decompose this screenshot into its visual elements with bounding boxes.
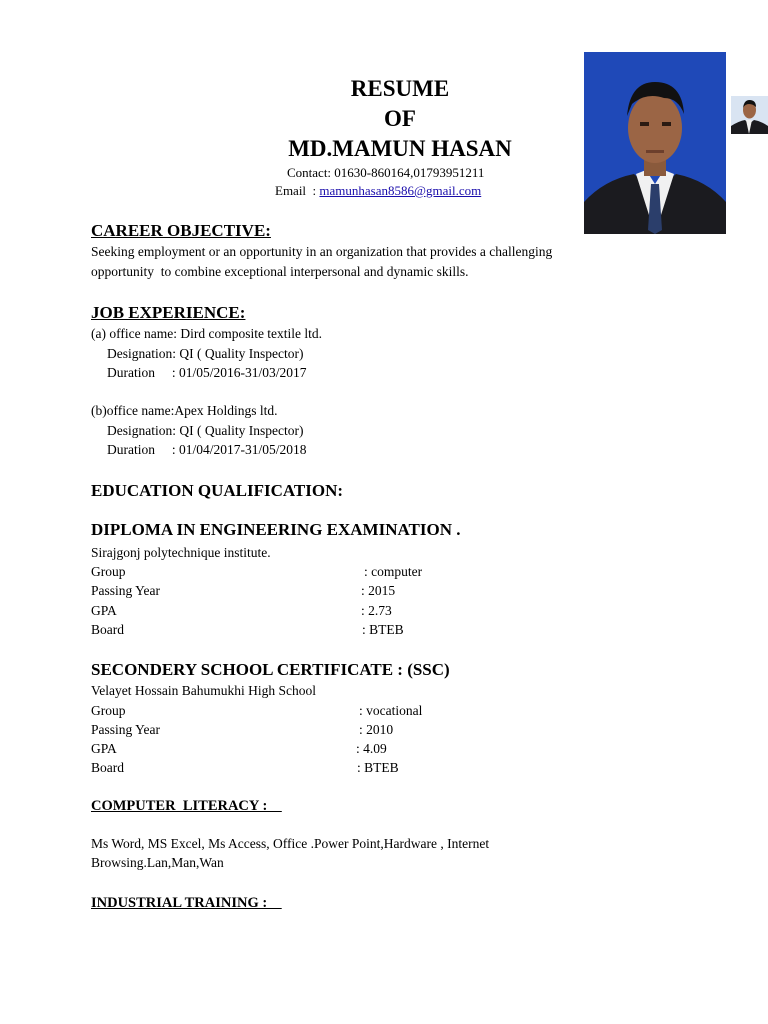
profile-photo — [584, 52, 726, 234]
industrial-training-heading: INDUSTRIAL TRAINING : — [91, 895, 282, 911]
diploma-heading: DIPLOMA IN ENGINEERING EXAMINATION . — [91, 520, 461, 539]
profile-thumbnail — [731, 96, 768, 134]
email-link[interactable]: mamunhasan8586@gmail.com — [319, 183, 482, 198]
ssc-group-label: Group — [91, 703, 126, 718]
ssc-year-value: : 2010 — [359, 722, 394, 737]
job-a-designation: Designation: QI ( Quality Inspector) — [107, 346, 304, 361]
ssc-institute: Velayet Hossain Bahumukhi High School — [91, 683, 316, 698]
candidate-name: MD.MAMUN HASAN — [288, 136, 512, 161]
ssc-heading: SECONDERY SCHOOL CERTIFICATE : (SSC) — [91, 660, 450, 679]
ssc-gpa-label: GPA — [91, 741, 117, 756]
job-b-designation: Designation: QI ( Quality Inspector) — [107, 423, 304, 438]
diploma-year-value: : 2015 — [361, 583, 396, 598]
computer-literacy-line-1: Ms Word, MS Excel, Ms Access, Office .Power Point,Hardware , Internet — [91, 836, 490, 851]
ssc-group-value: : vocational — [359, 703, 423, 718]
diploma-group-value: : computer — [364, 564, 423, 579]
portrait-illustration — [584, 52, 726, 234]
thumbnail-illustration — [731, 96, 768, 134]
education-heading: EDUCATION QUALIFICATION: — [91, 481, 344, 500]
contact-line: Contact: 01630-860164,01793951211 — [287, 165, 485, 180]
diploma-gpa-label: GPA — [91, 603, 117, 618]
diploma-year-label: Passing Year — [91, 583, 161, 598]
resume-title: RESUME — [350, 76, 450, 101]
diploma-institute: Sirajgonj polytechnique institute. — [91, 545, 271, 560]
diploma-board-label: Board — [91, 622, 124, 637]
job-a-office: (a) office name: Dird composite textile ltd. — [91, 326, 323, 341]
ssc-year-label: Passing Year — [91, 722, 161, 737]
diploma-group-label: Group — [91, 564, 126, 579]
computer-literacy-heading: COMPUTER LITERACY : — [91, 798, 282, 814]
job-experience-heading: JOB EXPERIENCE: — [91, 303, 246, 322]
job-b-office: (b)office name:Apex Holdings ltd. — [91, 403, 278, 418]
email-label: Email : — [275, 183, 320, 198]
resume-of: OF — [384, 106, 416, 131]
email-line — [275, 183, 481, 199]
career-objective-line-1: Seeking employment or an opportunity in an organization that provides a challenging — [91, 244, 553, 259]
ssc-board-label: Board — [91, 760, 124, 775]
career-objective-line-2: opportunity to combine exceptional interpersonal and dynamic skills. — [91, 264, 469, 279]
job-b-duration: Duration : 01/04/2017-31/05/2018 — [107, 442, 307, 457]
computer-literacy-line-2: Browsing.Lan,Man,Wan — [91, 855, 224, 870]
diploma-board-value: : BTEB — [362, 622, 404, 637]
diploma-gpa-value: : 2.73 — [361, 603, 392, 618]
job-a-duration: Duration : 01/05/2016-31/03/2017 — [107, 365, 307, 380]
ssc-board-value: : BTEB — [357, 760, 399, 775]
career-objective-heading: CAREER OBJECTIVE: — [91, 221, 271, 240]
ssc-gpa-value: : 4.09 — [356, 741, 387, 756]
